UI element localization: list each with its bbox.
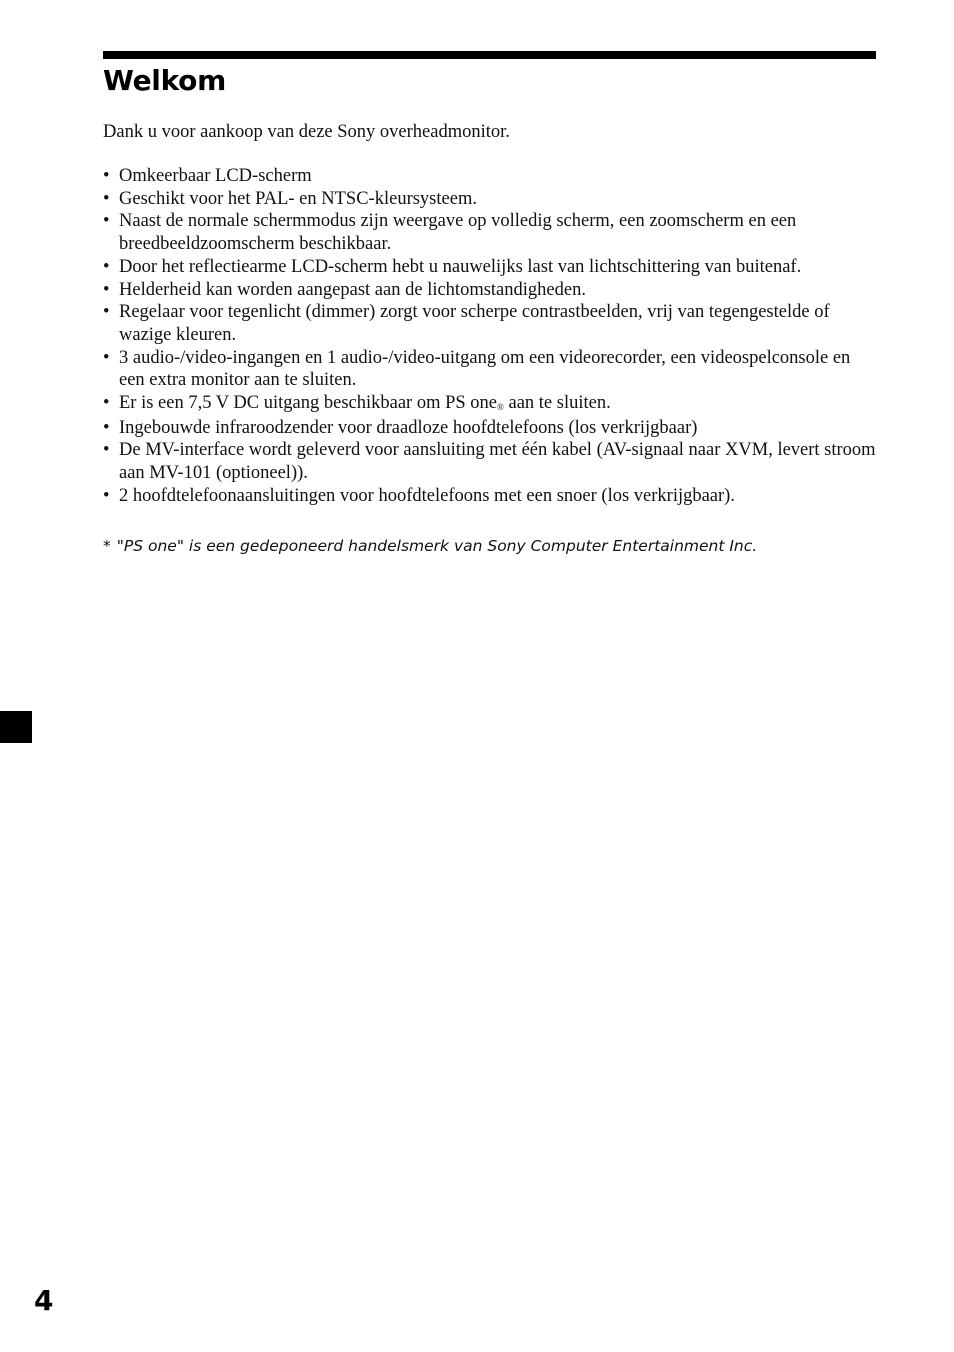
feature-text-after: aan te sluiten. <box>503 393 611 414</box>
feature-text: Door het reflectiearme LCD-scherm hebt u nauwelijks last van lichtschittering van buitenaf. <box>119 256 802 277</box>
feature-text: Geschikt voor het PAL- en NTSC-kleursysteem. <box>119 188 477 209</box>
feature-text: 2 hoofdtelefoonaansluitingen voor hoofdtelefoons met een snoer (los verkrijgbaar). <box>119 485 735 506</box>
page-number: 4 <box>34 1284 54 1317</box>
bullet-icon: • <box>103 279 110 300</box>
feature-item <box>103 210 876 255</box>
feature-text: Regelaar voor tegenlicht (dimmer) zorgt voor scherpe contrastbeelden, vrij van tegengestelde of wazige kleuren. <box>119 302 830 345</box>
feature-text: De MV-interface wordt geleverd voor aansluiting met één kabel (AV-signaal naar XVM, levert stroom aan MV-101 (optioneel)). <box>119 440 876 484</box>
feature-list <box>103 165 876 508</box>
intro-paragraph: Dank u voor aankoop van deze Sony overheadmonitor. <box>103 122 510 142</box>
header-rule <box>103 51 876 59</box>
page-title: Welkom <box>103 64 226 97</box>
feature-text: Naast de normale schermmodus zijn weergave op volledig scherm, een zoomscherm en een breedbeeldzoomscherm beschikbaar. <box>119 211 797 255</box>
section-tab-marker <box>0 711 32 743</box>
feature-item <box>103 256 876 279</box>
feature-text: Omkeerbaar LCD-scherm <box>119 166 312 186</box>
trademark-footnote <box>103 536 876 556</box>
feature-item <box>103 485 876 508</box>
bullet-icon: • <box>103 485 110 506</box>
footnote-mark: * <box>103 537 111 555</box>
feature-item <box>103 439 876 484</box>
bullet-icon: • <box>103 166 110 186</box>
bullet-icon: • <box>103 211 110 232</box>
feature-item <box>103 279 876 302</box>
bullet-icon: • <box>103 393 110 414</box>
feature-item <box>103 392 876 417</box>
footnote-text: "PS one" is een gedeponeerd handelsmerk van Sony Computer Entertainment Inc. <box>116 537 758 555</box>
bullet-icon: • <box>103 188 110 209</box>
feature-text-before: Er is een 7,5 V DC uitgang beschikbaar om PS one <box>119 393 498 414</box>
bullet-icon: • <box>103 417 110 438</box>
feature-item <box>103 165 876 188</box>
feature-item <box>103 417 876 440</box>
feature-item <box>103 188 876 211</box>
feature-item <box>103 301 876 346</box>
feature-item <box>103 347 876 392</box>
feature-text: Ingebouwde infraroodzender voor draadloze hoofdtelefoons (los verkrijgbaar) <box>119 417 698 438</box>
bullet-icon: • <box>103 347 110 368</box>
feature-text: Helderheid kan worden aangepast aan de lichtomstandigheden. <box>119 279 586 300</box>
feature-text: 3 audio-/video-ingangen en 1 audio-/video-uitgang om een videorecorder, een videospelconsole en een extra monitor aan te sluiten. <box>119 347 851 391</box>
bullet-icon: • <box>103 440 110 461</box>
bullet-icon: • <box>103 302 110 323</box>
registered-mark: ® <box>497 402 504 413</box>
bullet-icon: • <box>103 256 110 277</box>
